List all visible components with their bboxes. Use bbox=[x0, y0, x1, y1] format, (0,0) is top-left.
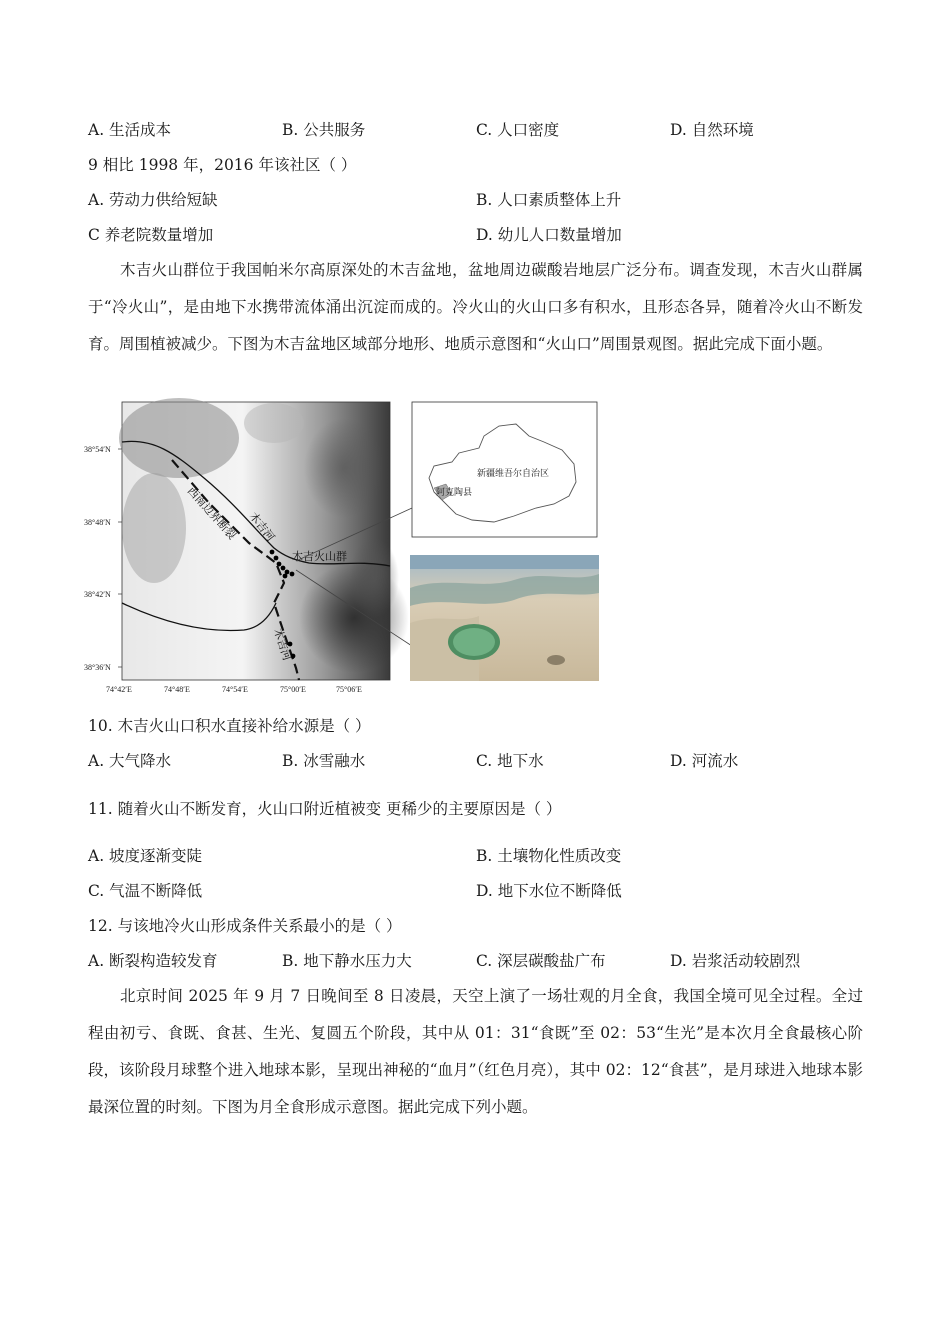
q11-option-a: A. 坡度逐渐变陡 bbox=[88, 847, 203, 865]
q12-option-b: B. 地下静水压力大 bbox=[282, 952, 412, 970]
inset-location-map bbox=[412, 402, 597, 537]
q11-option-b: B. 土壤物化性质改变 bbox=[476, 847, 622, 865]
longitude-labels bbox=[106, 685, 362, 694]
lon-label: 75°06′E bbox=[336, 685, 362, 694]
q12-option-d: D. 岩浆活动较剧烈 bbox=[670, 952, 801, 970]
q10-option-b: B. 冰雪融水 bbox=[282, 752, 366, 770]
q9-option-b: B. 人口素质整体上升 bbox=[476, 191, 622, 209]
latitude-labels bbox=[84, 445, 122, 672]
lon-label: 74°42′E bbox=[106, 685, 132, 694]
lon-label: 75°00′E bbox=[280, 685, 306, 694]
q10-option-c: C. 地下水 bbox=[476, 752, 544, 770]
lon-label: 74°48′E bbox=[164, 685, 190, 694]
q10-option-d: D. 河流水 bbox=[670, 752, 739, 770]
inset-region-label: 新疆维吾尔自治区 bbox=[477, 469, 550, 479]
q8-option-d: D. 自然环境 bbox=[670, 121, 754, 139]
q9-option-a: A. 劳动力供给短缺 bbox=[88, 191, 218, 209]
lat-label: 38°54′N bbox=[84, 445, 111, 454]
volcano-group-label: 木吉火山群 bbox=[292, 550, 347, 563]
q8-option-b: B. 公共服务 bbox=[282, 121, 366, 139]
inset-county-label: 阿克陶县 bbox=[436, 488, 473, 498]
crater-landscape-photo bbox=[410, 555, 599, 681]
q12-option-c: C. 深层碳酸盐广布 bbox=[476, 952, 606, 970]
q11-option-d: D. 地下水位不断降低 bbox=[476, 882, 622, 900]
q11-stem: 11. 随着火山不断发育，火山口附近植被变 更稀少的主要原因是（ ） bbox=[88, 800, 562, 818]
q8-option-a: A. 生活成本 bbox=[88, 121, 172, 139]
q9-option-c: C 养老院数量增加 bbox=[88, 226, 214, 244]
q11-option-c: C. 气温不断降低 bbox=[88, 882, 203, 900]
q12-stem: 12. 与该地冷火山形成条件关系最小的是（ ） bbox=[88, 917, 402, 935]
lat-label: 38°48′N bbox=[84, 518, 111, 527]
passage-1-text: 木吉火山群位于我国帕米尔高原深处的木吉盆地，盆地周边碳酸岩地层广泛分布。调查发现，木吉火山群属于“冷火山”，是由地下水携带流体涌出沉淀而成的。冷火山的火山口多有积水，且形态各异，随着冷火山不断发育。周围植被减少。下图为木吉盆地区域部分地形、地质示意图和“火山口”周围景观图。据此完成下面小题。 bbox=[88, 261, 863, 353]
lat-label: 38°42′N bbox=[84, 590, 111, 599]
lon-label: 74°54′E bbox=[222, 685, 248, 694]
passage-2-text: 北京时间 2025 年 9 月 7 日晚间至 8 日凌晨，天空上演了一场壮观的月全食，我国全境可见全过程。全过程由初亏、食既、食甚、生光、复圆五个阶段，其中从 01：31“食既”至 02：53“生光”是本次月全食最核心阶段，该阶段月球整个进入地球本影，呈现出神秘的“血月”（红色月亮），其中 02：12“食甚”，是月球进入地球本影最深位置的时刻。下图为月全食形成示意图。据此完成下列小题。 bbox=[88, 987, 863, 1116]
q12-option-a: A. 断裂构造较发育 bbox=[88, 952, 218, 970]
river-label-top: 木吉河 bbox=[246, 509, 278, 544]
map-svg bbox=[84, 398, 604, 698]
q8-option-c: C. 人口密度 bbox=[476, 121, 560, 139]
river-label-bottom: 木吉河 bbox=[271, 626, 294, 663]
q10-stem: 10. 木吉火山口积水直接补给水源是（ ） bbox=[88, 717, 371, 735]
q9-stem: 9 相比 1998 年，2016 年该社区（ ） bbox=[88, 156, 357, 174]
passage-lunar-eclipse bbox=[88, 978, 863, 1126]
figure-muji-map bbox=[84, 398, 604, 698]
passage-muji-volcano bbox=[88, 252, 863, 363]
lat-label: 38°36′N bbox=[84, 663, 111, 672]
q9-option-d: D. 幼儿人口数量增加 bbox=[476, 226, 622, 244]
q10-option-a: A. 大气降水 bbox=[88, 752, 172, 770]
fault-label: 西南边界断裂 bbox=[184, 484, 239, 543]
terrain-map bbox=[119, 398, 409, 680]
